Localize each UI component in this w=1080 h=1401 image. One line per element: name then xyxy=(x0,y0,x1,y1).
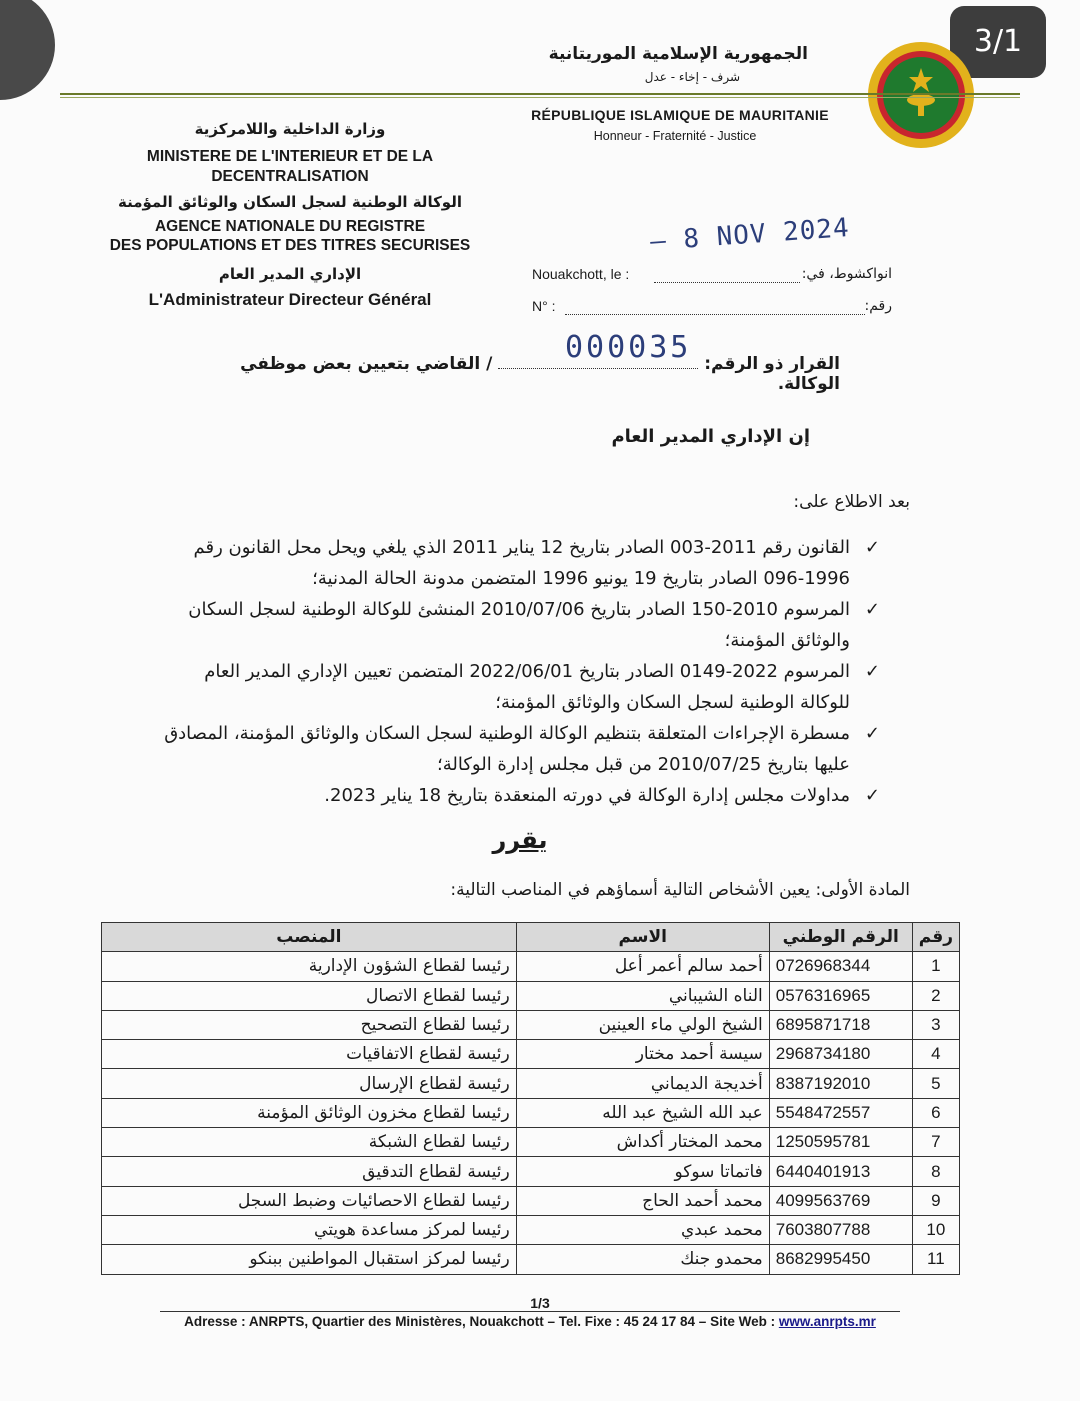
checkmark-icon: ✓ xyxy=(864,723,880,744)
article-one: المادة الأولى: يعين الأشخاص التالية أسماؤهم في المناصب التالية: xyxy=(450,880,910,900)
row-nni: 5548472557 xyxy=(769,1098,912,1127)
date-stamp: – 8 NOV 2024 xyxy=(649,213,851,257)
header-nni: الرقم الوطني xyxy=(769,923,912,952)
row-number: 4 xyxy=(912,1040,959,1069)
row-nni: 8682995450 xyxy=(769,1245,912,1274)
row-position: رئيسا لمركز مساعدة هويتي xyxy=(102,1215,517,1244)
back-button[interactable] xyxy=(0,0,55,100)
row-number: 2 xyxy=(912,981,959,1010)
row-name: محمدو جنك xyxy=(516,1245,769,1274)
row-nni: 6895871718 xyxy=(769,1010,912,1039)
decision-number: 000035 xyxy=(565,330,692,365)
row-position: رئيسة لقطاع التدقيق xyxy=(102,1157,517,1186)
number-label-ar: رقم: xyxy=(864,298,892,314)
table-row xyxy=(102,952,960,981)
decides-heading: يقرر xyxy=(492,826,548,854)
director-heading: إن الإداري المدير العام xyxy=(611,426,810,447)
number-dotted-line xyxy=(565,314,865,315)
row-name: أحمد سالم أعمر أعل xyxy=(516,952,769,981)
table-row xyxy=(102,981,960,1010)
header-ar-motto: شرف - إخاء - عدل xyxy=(644,70,740,84)
row-nni: 6440401913 xyxy=(769,1157,912,1186)
row-nni: 2968734180 xyxy=(769,1040,912,1069)
reference-item: ✓ المرسوم 2010-150 الصادر بتاريخ 2010/07/06 المنشئ للوكالة الوطنية لسجل السكان والوثائق المؤمنة؛ xyxy=(150,594,880,656)
ministry-fr: MINISTERE DE L'INTERIEUR ET DE LA DECENTRALISATION xyxy=(146,148,434,185)
header-divider-thin xyxy=(60,97,1020,98)
header-ar-title: الجمهورية الإسلامية الموريتانية xyxy=(548,44,808,64)
date-dotted-line xyxy=(654,282,800,283)
table-row xyxy=(102,1098,960,1127)
header-num: رقم xyxy=(912,923,959,952)
table-row xyxy=(102,1157,960,1186)
reference-item: ✓ القانون رقم 2011-003 الصادر بتاريخ 12 يناير 2011 الذي يلغي ويحل محل القانون رقم 1996-096 الصادر بتاريخ 19 يونيو 1996 المتضمن مدونة الحالة المدنية؛ xyxy=(150,532,880,594)
reference-item: ✓ مسطرة الإجراءات المتعلقة بتنظيم الوكالة الوطنية لسجل السكان والوثائق المؤمنة، المصادق عليها بتاريخ 2010/07/25 من قبل مجلس إدارة الوكالة؛ xyxy=(150,718,880,780)
number-row xyxy=(532,298,892,314)
table-row xyxy=(102,1040,960,1069)
row-name: الناه الشيباني xyxy=(516,981,769,1010)
header-position: المنصب xyxy=(102,923,517,952)
row-number: 5 xyxy=(912,1069,959,1098)
director-fr: L'Administrateur Directeur Général xyxy=(148,290,432,309)
row-position: رئيسا لقطاع الشبكة xyxy=(102,1128,517,1157)
agency-ar: الوكالة الوطنية لسجل السكان والوثائق المؤمنة xyxy=(118,193,462,211)
header-name: الاسم xyxy=(516,923,769,952)
row-position: رئيسا لمركز استقبال المواطنين ببنكو xyxy=(102,1245,517,1274)
row-name: محمد أحمد الحاج xyxy=(516,1186,769,1215)
table-row xyxy=(102,1245,960,1274)
director-ar: الإداري المدير العام xyxy=(218,265,362,283)
row-name: فاتماتا سوكو xyxy=(516,1157,769,1186)
row-nni: 8387192010 xyxy=(769,1069,912,1098)
row-number: 9 xyxy=(912,1186,959,1215)
row-number: 3 xyxy=(912,1010,959,1039)
row-position: رئيسة لقطاع الإرسال xyxy=(102,1069,517,1098)
checkmark-icon: ✓ xyxy=(864,537,880,558)
row-position: رئيسا لقطاع الاحصائيات وضبط السجل xyxy=(102,1186,517,1215)
row-name: أخديجة الديماني xyxy=(516,1069,769,1098)
row-nni: 4099563769 xyxy=(769,1186,912,1215)
place-label-ar: انواكشوط، في: xyxy=(801,266,892,282)
agency-fr: AGENCE NATIONALE DU REGISTRE DES POPULATIONS ET DES TITRES SECURISES xyxy=(109,218,471,254)
row-name: محمد عبدي xyxy=(516,1215,769,1244)
footer-divider xyxy=(160,1311,900,1312)
header-fr-motto: Honneur - Fraternité - Justice xyxy=(593,129,757,143)
after-review-label: بعد الاطلاع على: xyxy=(793,492,910,512)
number-label-fr: N° : xyxy=(532,298,556,314)
header-divider xyxy=(60,93,1020,95)
ministry-ar: وزارة الداخلية واللامركزية xyxy=(194,120,386,138)
table-row xyxy=(102,1186,960,1215)
table-row xyxy=(102,1128,960,1157)
table-row xyxy=(102,1215,960,1244)
row-name: عبد الله الشيخ عبد الله xyxy=(516,1098,769,1127)
row-position: رئيسا لقطاع مخزون الوثائق المؤمنة xyxy=(102,1098,517,1127)
row-nni: 0726968344 xyxy=(769,952,912,981)
references-list xyxy=(150,532,880,811)
row-position: رئيسا لقطاع التصحيح xyxy=(102,1010,517,1039)
row-number: 8 xyxy=(912,1157,959,1186)
row-position: رئيسة لقطاع الاتفاقيات xyxy=(102,1040,517,1069)
row-number: 1 xyxy=(912,952,959,981)
row-number: 10 xyxy=(912,1215,959,1244)
reference-item: ✓ المرسوم 2022-0149 الصادر بتاريخ 2022/06/01 المتضمن تعيين الإداري المدير العام للوكالة الوطنية لسجل السكان والوثائق المؤمنة؛ xyxy=(150,656,880,718)
row-nni: 7603807788 xyxy=(769,1215,912,1244)
page-counter: 3/1 xyxy=(950,6,1046,78)
row-name: سيسة أحمد مختار xyxy=(516,1040,769,1069)
row-name: محمد المختار أكداش xyxy=(516,1128,769,1157)
row-nni: 1250595781 xyxy=(769,1128,912,1157)
row-name: الشيخ الولي ماء العينين xyxy=(516,1010,769,1039)
row-position: رئيسا لقطاع الشؤون الإدارية xyxy=(102,952,517,981)
checkmark-icon: ✓ xyxy=(864,785,880,806)
table-header-row xyxy=(102,923,960,952)
appointments-table xyxy=(101,922,960,1275)
row-number: 7 xyxy=(912,1128,959,1157)
page-number: 1/3 xyxy=(530,1295,550,1311)
national-seal-icon xyxy=(866,40,976,150)
website-link[interactable]: www.anrpts.mr xyxy=(778,1314,876,1329)
checkmark-icon: ✓ xyxy=(864,661,880,682)
row-position: رئيسا لقطاع الاتصال xyxy=(102,981,517,1010)
row-number: 11 xyxy=(912,1245,959,1274)
checkmark-icon: ✓ xyxy=(864,599,880,620)
row-nni: 0576316965 xyxy=(769,981,912,1010)
header-fr-title: RÉPUBLIQUE ISLAMIQUE DE MAURITANIE xyxy=(531,107,829,123)
reference-item: ✓ مداولات مجلس إدارة الوكالة في دورته المنعقدة بتاريخ 18 يناير 2023. xyxy=(150,780,880,811)
place-date-row xyxy=(532,266,892,282)
table-row xyxy=(102,1010,960,1039)
decision-title: القرار ذو الرقم: / القاضي بتعيين بعض موظفي الوكالة. xyxy=(240,354,840,394)
footer-address: Adresse : ANRPTS, Quartier des Ministères, Nouakchott – Tel. Fixe : 45 24 17 84 – Site Web : www.anrpts.mr xyxy=(184,1314,876,1329)
table-row xyxy=(102,1069,960,1098)
row-number: 6 xyxy=(912,1098,959,1127)
place-label-fr: Nouakchott, le : xyxy=(532,266,630,282)
